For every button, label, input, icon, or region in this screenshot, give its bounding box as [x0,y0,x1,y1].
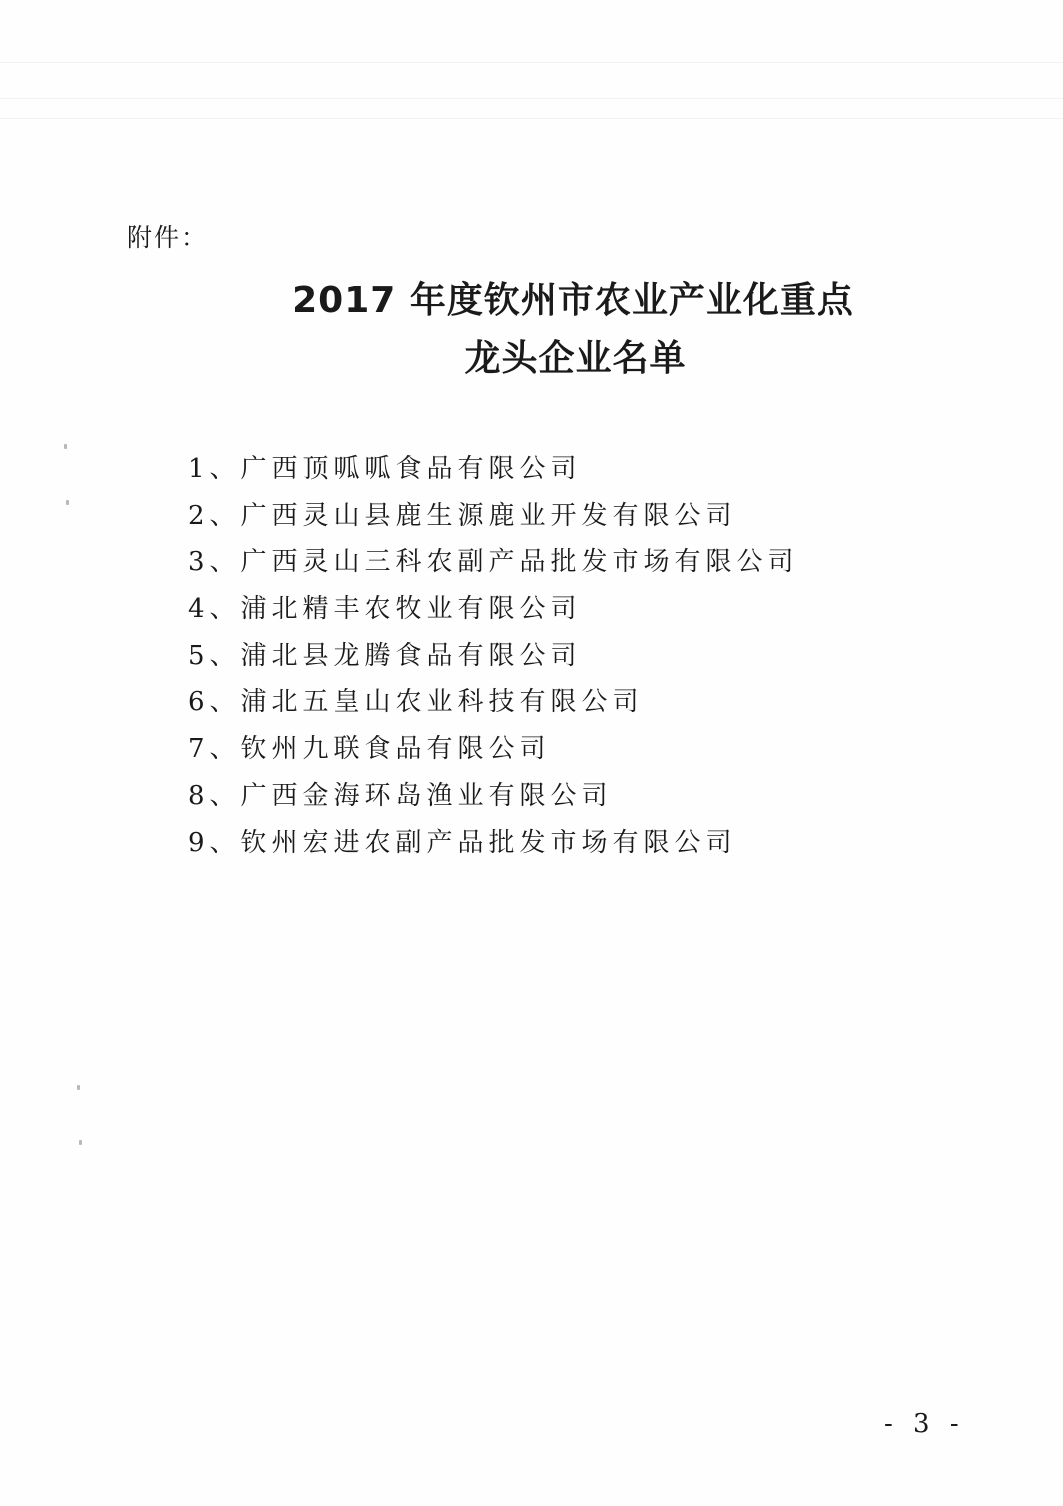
title-line-1: 2017 年度钦州市农业产业化重点 [292,280,854,321]
title-line-2: 龙头企业名单 [464,338,687,379]
company-list [188,446,799,866]
list-item: 7、钦州九联食品有限公司 [188,734,551,765]
list-item: 6、浦北五皇山农业科技有限公司 [188,687,644,718]
list-item: 1、广西顶呱呱食品有限公司 [188,454,582,484]
list-item: 2、广西灵山县鹿生源鹿业开发有限公司 [188,500,737,531]
scan-speck [77,1085,80,1090]
attachment-label: 附件： [127,223,209,252]
list-item: 9、钦州宏进农副产品批发市场有限公司 [188,827,737,858]
list-item: 5、浦北县龙腾食品有限公司 [188,640,582,671]
scan-artifact [0,62,1063,63]
list-item: 4、浦北精丰农牧业有限公司 [188,594,582,625]
document-title [0,272,1063,388]
page-number: - 3 - [884,1409,965,1439]
scan-speck [64,444,67,449]
scan-artifact [0,98,1063,99]
scan-artifact [0,118,1063,119]
list-item: 3、广西灵山三科农副产品批发市场有限公司 [188,547,799,578]
scan-speck [66,500,69,505]
list-item: 8、广西金海环岛渔业有限公司 [188,780,613,811]
scan-speck [79,1140,82,1145]
